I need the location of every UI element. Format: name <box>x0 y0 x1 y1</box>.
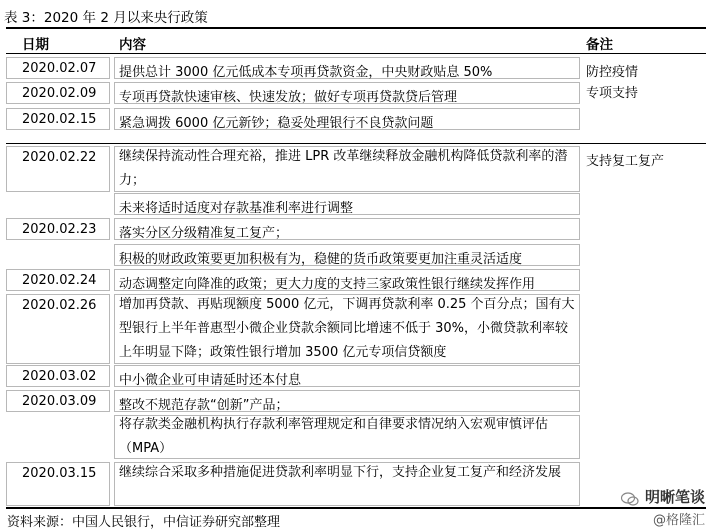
header-content: 内容 <box>119 37 146 53</box>
row-content: 整改不规范存款“创新”产品； <box>119 398 289 413</box>
wechat-icon <box>621 492 639 506</box>
row-content: 紧急调拨 6000 亿元新钞；稳妥处理银行不良贷款问题 <box>119 116 434 131</box>
watermark <box>621 486 705 532</box>
row-content: 中小微企业可申请延时还本付息 <box>119 373 302 388</box>
row-content: 积极的财政政策要更加积极有为，稳健的货币政策要更加注重灵活适度 <box>119 252 523 267</box>
table-bottom-rule <box>6 507 706 509</box>
header-note: 备注 <box>586 37 613 53</box>
row-content: 增加再贷款、再贴现额度 5000 亿元，下调再贷款利率 0.25 个百分点；国有大型银行上半年普惠型小微企业贷款余额同比增速不低于 30%，小微贷款利率较上年明显下降；政策性银行增加 3500 亿元专项信贷额度 <box>119 297 575 360</box>
row-date: 2020.02.09 <box>22 86 97 101</box>
note-group-1-line-2: 专项支持 <box>586 86 639 101</box>
row-date: 2020.02.26 <box>22 298 97 313</box>
row-content: 动态调整定向降准的政策；更大力度的支持三家政策性银行继续发挥作用 <box>119 277 536 292</box>
note-group-1-line-1: 防控疫情 <box>586 65 639 80</box>
header-rule <box>6 53 706 54</box>
row-content: 落实分区分级精准复工复产； <box>119 226 289 241</box>
row-date: 2020.02.15 <box>22 112 97 127</box>
row-date: 2020.02.23 <box>22 222 97 237</box>
source-note: 资料来源：中国人民银行，中信证券研究部整理 <box>7 515 281 530</box>
row-content: 继续综合采取多种措施促进贷款利率明显下行，支持企业复工复产和经济发展 <box>119 465 562 480</box>
row-date: 2020.03.15 <box>22 466 97 481</box>
table-top-rule <box>6 27 706 29</box>
row-rule <box>6 143 706 144</box>
row-content: 专项再贷款快速审核、快速发放；做好专项再贷款贷后管理 <box>119 90 458 105</box>
row-date: 2020.02.22 <box>22 150 97 165</box>
watermark-brand-line <box>621 486 705 510</box>
header-date: 日期 <box>22 37 49 53</box>
row-date: 2020.03.02 <box>22 369 97 384</box>
row-content: 未来将适时适度对存款基准利率进行调整 <box>119 201 354 216</box>
row-date: 2020.02.24 <box>22 273 97 288</box>
row-content: 将存款类金融机构执行存款利率管理规定和自律要求情况纳入宏观审慎评估（MPA） <box>119 417 549 456</box>
note-group-2: 支持复工复产 <box>586 154 665 169</box>
table-title: 表 3：2020 年 2 月以来央行政策 <box>4 10 208 26</box>
row-date: 2020.03.09 <box>22 394 97 409</box>
row-date: 2020.02.07 <box>22 61 97 76</box>
watermark-brand: 明晰笔谈 <box>644 488 705 506</box>
watermark-author: @格隆汇 <box>652 513 705 528</box>
row-content: 提供总计 3000 亿元低成本专项再贷款资金，中央财政贴息 50% <box>119 65 493 80</box>
row-content: 继续保持流动性合理充裕，推进 LPR 改革继续释放金融机构降低贷款利率的潜力； <box>119 149 568 188</box>
